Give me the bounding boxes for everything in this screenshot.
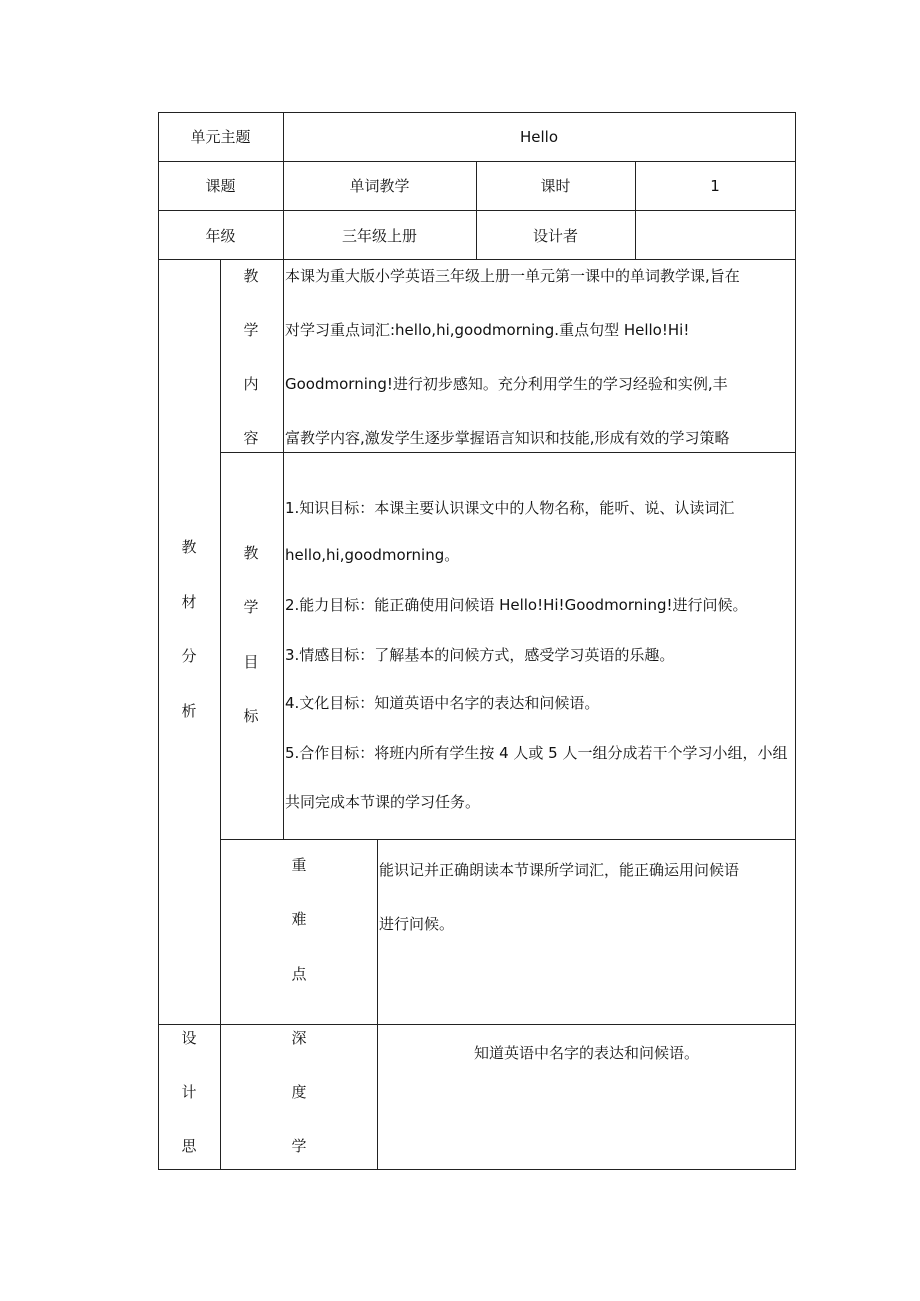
lower-sublabel-divider — [377, 839, 378, 1170]
goal-line: 5.合作目标：将班内所有学生按 4 人或 5 人一组分成若干个学习小组，小组 — [285, 744, 788, 762]
goals-keypoints-divider — [220, 839, 796, 840]
lesson-label: 课题 — [205, 177, 236, 195]
designer-label: 设计者 — [532, 227, 578, 245]
goal-line: 1.知识目标：本课主要认识课文中的人物名称，能听、说、认读词汇 — [285, 499, 735, 517]
grade-value: 三年级上册 — [341, 227, 417, 245]
goal-line: 4.文化目标：知道英语中名字的表达和问候语。 — [285, 694, 600, 712]
lesson-plan-page: 单元主题 Hello 课题 单词教学 课时 1 年级 三年级上册 设计者 教 材 分 析 教 学 内 容 本课为重大版小学英语三年级上册一单元第一课中的单词教学课,旨在 对学习重点词汇:hello,hi,goodmorning.重点句型 Hello!Hi! Goodmorning!进行初步感知。充分利用学生的学习经验和实例,丰 富教学内容,激发学生逐步掌握语言知识和技能,形成有效的学习策略 教 学 目 标 1.知识目标：本课主要认识课文中的人物名称，能听、说、认读词汇 hello,hi,goodmorning。 2.能力目标：能正确使用问候语 Hello!Hi!Goodmorning!进行问候。 3.情感目标：了解基本的问候方式，感受学习英语的乐趣。 4.文化目标：知道英语中名字的表达和问候语。 5.合作目标：将班内所有学生按 4 人或 5 人一组分成若干个学习小组，小组 共同完成本节课的学习任务。 重 难 点 能识记并正确朗读本节课所学词汇，能正确运用问候语 进行问候。 设 计 思 深 度 学 知道英语中名字的表达和问候语。 — [0, 0, 920, 1301]
table-border-bottom — [158, 1169, 796, 1170]
unit-theme-label: 单元主题 — [190, 128, 251, 146]
sublabel-divider — [283, 259, 284, 840]
key-point-line: 进行问候。 — [379, 915, 455, 933]
section-label-divider — [220, 259, 221, 1170]
unit-theme-value: Hello — [519, 128, 559, 146]
row-divider-3 — [158, 259, 796, 260]
period-value: 1 — [710, 177, 720, 195]
goal-line: 3.情感目标：了解基本的问候方式，感受学习英语的乐趣。 — [285, 646, 675, 664]
content-goals-divider — [220, 452, 796, 453]
goal-line: 共同完成本节课的学习任务。 — [285, 793, 481, 811]
goal-line: hello,hi,goodmorning。 — [285, 546, 460, 564]
content-line: 对学习重点词汇:hello,hi,goodmorning.重点句型 Hello!Hi! — [285, 321, 690, 339]
lesson-value: 单词教学 — [349, 177, 410, 195]
content-line: Goodmorning!进行初步感知。充分利用学生的学习经验和实例,丰 — [285, 375, 728, 393]
row-divider-1 — [158, 161, 796, 162]
key-point-line: 能识记并正确朗读本节课所学词汇，能正确运用问候语 — [379, 861, 740, 879]
content-line: 富教学内容,激发学生逐步掌握语言知识和技能,形成有效的学习策略 — [285, 429, 730, 447]
row-divider-2 — [158, 210, 796, 211]
analysis-design-divider — [158, 1024, 796, 1025]
goal-line: 2.能力目标：能正确使用问候语 Hello!Hi!Goodmorning!进行问候。 — [285, 596, 748, 614]
design-text: 知道英语中名字的表达和问候语。 — [473, 1044, 699, 1062]
content-line: 本课为重大版小学英语三年级上册一单元第一课中的单词教学课,旨在 — [285, 267, 740, 285]
grade-label: 年级 — [205, 227, 236, 245]
table-border-top — [158, 112, 796, 113]
table-border-left — [158, 112, 159, 1170]
period-label: 课时 — [540, 177, 571, 195]
table-border-right — [795, 112, 796, 1170]
